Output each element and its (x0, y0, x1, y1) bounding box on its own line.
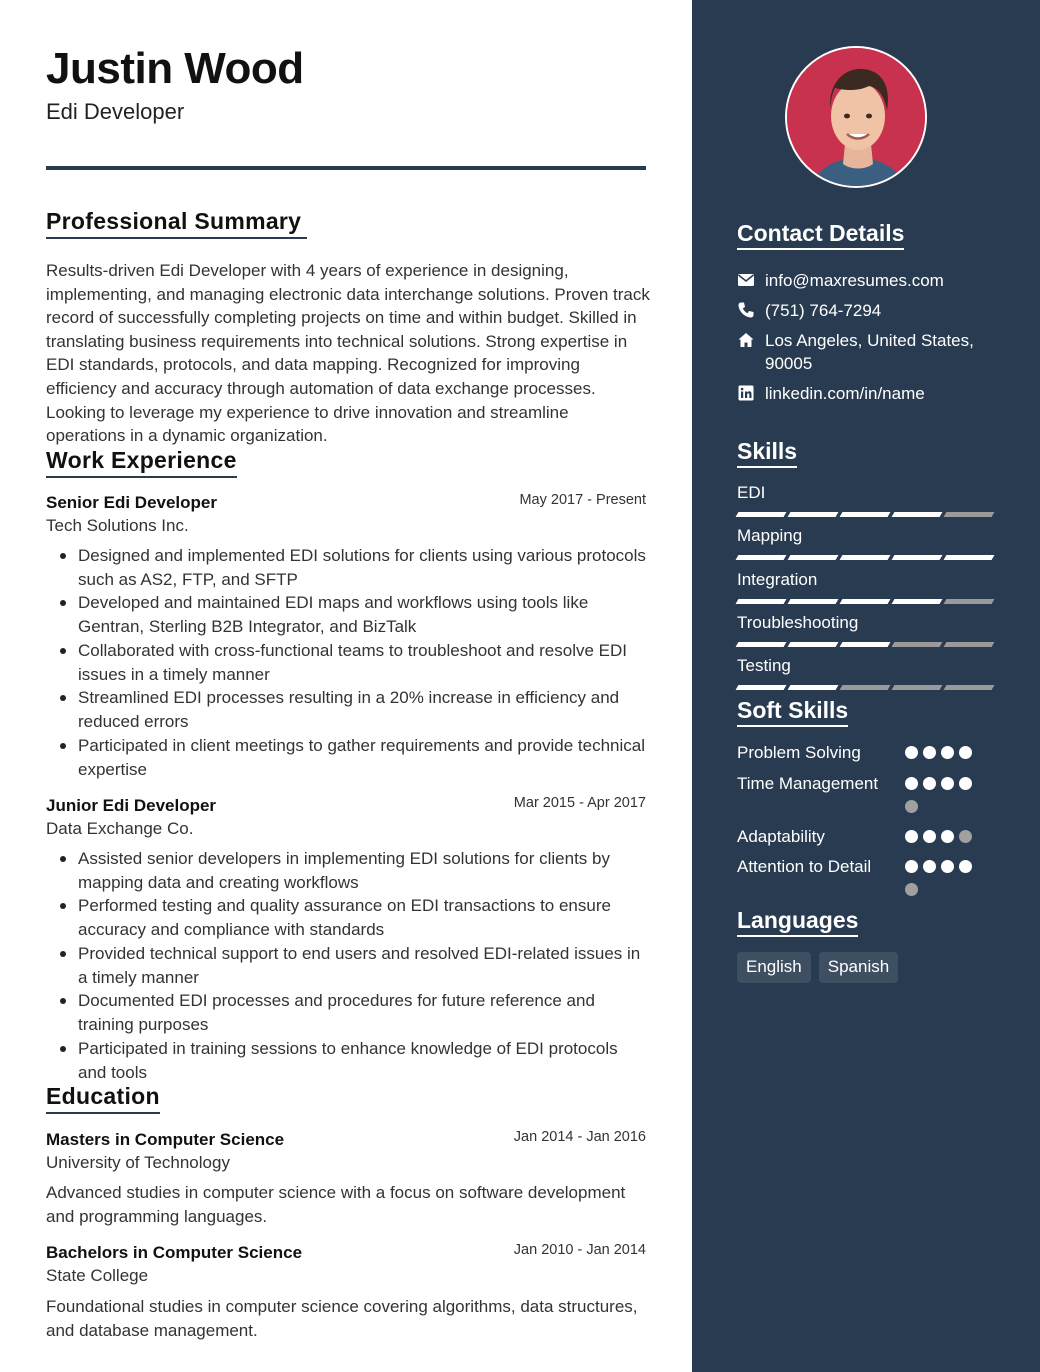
skill-label: Troubleshooting (737, 613, 859, 632)
skill-bar-segment (892, 555, 943, 560)
soft-skill-label: Problem Solving (737, 743, 861, 762)
soft-skill-label: Time Management (737, 774, 879, 793)
degree-title: Bachelors in Computer Science (46, 1243, 303, 1262)
skill-level-bar (737, 599, 993, 604)
address-text: Los Angeles, United States, 90005 (765, 331, 974, 373)
skill-bar-segment (788, 599, 839, 604)
bullet-item: Performed testing and quality assurance on EDI transactions to ensure accuracy and compliance with standards (46, 894, 646, 941)
skill-bar-segment (944, 512, 995, 517)
skill-bar-segment (788, 642, 839, 647)
skill-item (737, 612, 993, 647)
skill-bar-segment (840, 642, 891, 647)
education-heading: Education (46, 1083, 160, 1114)
language-tag: Spanish (819, 952, 898, 983)
job-company: Data Exchange Co. (46, 819, 194, 838)
skills-heading: Skills (737, 438, 797, 468)
skill-label: EDI (737, 483, 766, 502)
rating-dot (923, 777, 936, 790)
contact-linkedin[interactable] (737, 382, 1007, 405)
summary-heading: Professional Summary (46, 208, 307, 239)
skill-bar-segment (736, 555, 787, 560)
rating-dot (959, 746, 972, 759)
soft-skill-item (737, 825, 997, 848)
job-company: Tech Solutions Inc. (46, 516, 189, 535)
soft-skill-item (737, 741, 997, 764)
skill-bar-segment (736, 685, 787, 690)
skill-bar-segment (788, 685, 839, 690)
degree-title: Masters in Computer Science (46, 1130, 285, 1149)
skill-level-bar (737, 512, 993, 517)
languages-list (737, 952, 898, 983)
bullet-item: Developed and maintained EDI maps and workflows using tools like Gentran, Sterling B2B Integrator, and BizTalk (46, 591, 646, 638)
skill-bar-segment (788, 555, 839, 560)
skill-label: Integration (737, 570, 818, 589)
skill-label: Testing (737, 656, 791, 675)
soft-skill-item (737, 855, 997, 878)
degree-description: Foundational studies in computer science covering algorithms, data structures, and database management. (46, 1297, 638, 1340)
education-entry (46, 1242, 646, 1342)
skill-bar-segment (892, 685, 943, 690)
rating-dot (941, 777, 954, 790)
envelope-icon (737, 271, 755, 289)
rating-dot (905, 746, 918, 759)
contact-heading: Contact Details (737, 220, 904, 250)
linkedin-text: linkedin.com/in/name (765, 384, 925, 403)
contact-phone[interactable] (737, 299, 1007, 322)
rating-dot (959, 830, 972, 843)
skill-label: Mapping (737, 526, 803, 545)
skill-item (737, 525, 993, 560)
degree-description: Advanced studies in computer science with a focus on software development and programming languages. (46, 1183, 626, 1226)
rating-dot (905, 860, 918, 873)
soft-skill-label: Adaptability (737, 827, 825, 846)
phone-icon (737, 301, 755, 319)
school-name: University of Technology (46, 1153, 230, 1172)
bullet-item: Provided technical support to end users and resolved EDI-related issues in a timely manner (46, 942, 646, 989)
job-bullets (46, 544, 646, 781)
contact-address (737, 329, 1007, 375)
rating-dot (959, 860, 972, 873)
skill-bar-segment (736, 642, 787, 647)
soft-skill-label: Attention to Detail (737, 857, 872, 876)
profile-photo (785, 46, 927, 188)
job-bullets (46, 847, 646, 1084)
skill-bar-segment (840, 512, 891, 517)
sidebar (692, 0, 1040, 1372)
skill-bar-segment (944, 555, 995, 560)
rating-dot (923, 860, 936, 873)
skill-bar-segment (840, 599, 891, 604)
rating-dot (923, 746, 936, 759)
rating-dot (941, 746, 954, 759)
skill-item (737, 482, 993, 517)
bullet-item: Assisted senior developers in implementing EDI solutions for clients by mapping data and creating workflows (46, 847, 646, 894)
school-name: State College (46, 1266, 149, 1285)
bullet-item: Designed and implemented EDI solutions for clients using various protocols such as AS2, FTP, and SFTP (46, 544, 646, 591)
job-title: Junior Edi Developer (46, 796, 217, 815)
skill-bar-segment (736, 512, 787, 517)
skill-level-bar (737, 685, 993, 690)
skill-level-bar (737, 555, 993, 560)
rating-dot (905, 883, 918, 896)
rating-dot (905, 777, 918, 790)
skill-bar-segment (840, 685, 891, 690)
contact-email[interactable] (737, 269, 1007, 292)
job-entry (46, 492, 646, 781)
rating-dot (941, 860, 954, 873)
degree-date: Jan 2010 - Jan 2014 (513, 1242, 646, 1258)
linkedin-icon (737, 384, 755, 402)
bullet-item: Participated in client meetings to gather requirements and provide technical expertise (46, 734, 646, 781)
summary-text: Results-driven Edi Developer with 4 years of experience in designing, implementing, and managing electronic data interchange solutions. Proven track record of successfully completing projects on time and within budget. Skilled in translating business requirements into technical solutions. Strong expertise in EDI standards, protocols, and data mapping. Recognized for improving efficiency and accuracy through automation of data exchange processes. Looking to leverage my experience to drive innovation and streamline operations in a dynamic organization. (46, 261, 650, 446)
experience-heading: Work Experience (46, 447, 237, 478)
education-entry (46, 1129, 646, 1228)
candidate-name: Justin Wood (46, 44, 304, 93)
skill-bar-segment (892, 599, 943, 604)
rating-dot (923, 830, 936, 843)
skill-bar-segment (944, 599, 995, 604)
phone-text: (751) 764-7294 (765, 301, 882, 320)
skill-bar-segment (944, 642, 995, 647)
home-icon (737, 331, 755, 349)
skill-bar-segment (736, 599, 787, 604)
bullet-item: Participated in training sessions to enhance knowledge of EDI protocols and tools (46, 1037, 646, 1084)
skill-bar-segment (944, 685, 995, 690)
soft-skills-heading: Soft Skills (737, 697, 848, 727)
job-entry (46, 795, 646, 1084)
job-title: Senior Edi Developer (46, 493, 217, 512)
bullet-item: Collaborated with cross-functional teams to troubleshoot and resolve EDI issues in a timely manner (46, 639, 646, 686)
skill-level-bar (737, 642, 993, 647)
bullet-item: Streamlined EDI processes resulting in a 20% increase in efficiency and reduced errors (46, 686, 646, 733)
skill-bar-segment (788, 512, 839, 517)
soft-skill-item (737, 772, 997, 795)
rating-dot (941, 830, 954, 843)
skill-bar-segment (892, 512, 943, 517)
language-tag: English (737, 952, 811, 983)
rating-dot (905, 800, 918, 813)
job-date: May 2017 - Present (519, 492, 646, 508)
skill-bar-segment (892, 642, 943, 647)
skill-item (737, 655, 993, 690)
rating-dot (905, 830, 918, 843)
bullet-item: Documented EDI processes and procedures for future reference and training purposes (46, 989, 646, 1036)
skill-item (737, 569, 993, 604)
job-date: Mar 2015 - Apr 2017 (513, 795, 646, 811)
degree-date: Jan 2014 - Jan 2016 (513, 1129, 646, 1145)
email-text: info@maxresumes.com (765, 271, 944, 290)
candidate-title: Edi Developer (46, 99, 185, 124)
header-divider (46, 166, 646, 170)
skill-bar-segment (840, 555, 891, 560)
languages-heading: Languages (737, 907, 858, 937)
rating-dot (959, 777, 972, 790)
